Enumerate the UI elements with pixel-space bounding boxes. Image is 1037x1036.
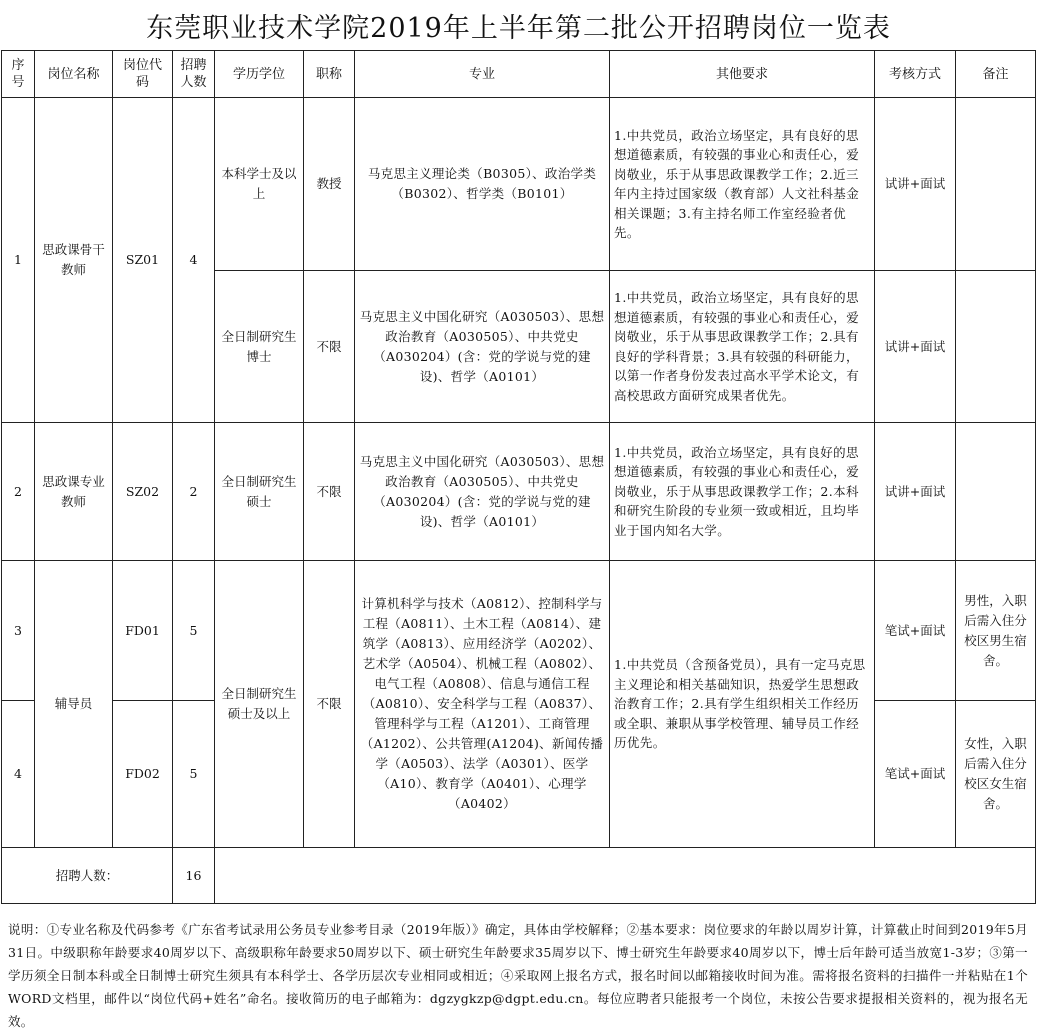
post-code-cell: SZ01: [113, 98, 173, 423]
count-cell: 5: [173, 561, 215, 701]
header-degree: 学历学位: [215, 51, 304, 98]
table-row: [2, 561, 1036, 701]
other-requirements-cell: 1.中共党员，政治立场坚定，具有良好的思想道德素质，有较强的事业心和责任心，爱岗敬业，乐于从事思政课教学工作；2.本科和研究生阶段的专业须一致或相近，且均毕业于国内知名大学。: [610, 423, 875, 561]
page-title: 东莞职业技术学院2019年上半年第二批公开招聘岗位一览表: [146, 13, 891, 44]
total-empty: [215, 848, 1036, 904]
seq-cell: 1: [2, 98, 35, 423]
post-name-cell: 思政课骨干教师: [35, 98, 113, 423]
other-requirements-cell: 1.中共党员，政治立场坚定，具有良好的思想道德素质，有较强的事业心和责任心，爱岗敬业，乐于从事思政课教学工作；2.具有良好的学科背景；3.具有较强的科研能力，以第一作者身份发表过高水平学术论文，有高校思政方面研究成果者优先。: [610, 271, 875, 423]
exam-cell: 试讲+面试: [875, 98, 956, 271]
exam-cell: 试讲+面试: [875, 271, 956, 423]
post-name-cell: 辅导员: [35, 561, 113, 848]
other-requirements-cell: 1.中共党员（含预备党员），具有一定马克思主义理论和相关基础知识，热爱学生思想政治教育工作；2.具有学生组织相关工作经历或全职、兼职从事学校管理、辅导员工作经历优先。: [610, 561, 875, 848]
degree-cell: 全日制研究生硕士及以上: [215, 561, 304, 848]
table-row: [2, 423, 1036, 561]
seq-cell: 3: [2, 561, 35, 701]
remark-cell: 女性，入职后需入住分校区女生宿舍。: [956, 701, 1036, 848]
header-post-name: 岗位名称: [35, 51, 113, 98]
post-code-cell: FD02: [113, 701, 173, 848]
exam-cell: 笔试+面试: [875, 701, 956, 848]
degree-cell: 全日制研究生硕士: [215, 423, 304, 561]
rank-cell: 不限: [304, 561, 355, 848]
major-cell: 马克思主义中国化研究（A030503）、思想政治教育（A030505）、中共党史（A030204）(含：党的学说与党的建设)、哲学（A0101）: [355, 423, 610, 561]
rank-cell: 不限: [304, 423, 355, 561]
post-name-cell: 思政课专业教师: [35, 423, 113, 561]
major-cell: 马克思主义中国化研究（A030503）、思想政治教育（A030505）、中共党史（A030204）(含：党的学说与党的建设)、哲学（A0101）: [355, 271, 610, 423]
header-row: [2, 51, 1036, 98]
header-major: 专业: [355, 51, 610, 98]
seq-cell: 2: [2, 423, 35, 561]
header-remark: 备注: [956, 51, 1036, 98]
header-other: 其他要求: [610, 51, 875, 98]
count-cell: 2: [173, 423, 215, 561]
count-cell: 4: [173, 98, 215, 423]
remark-cell: 男性，入职后需入住分校区男生宿舍。: [956, 561, 1036, 701]
remark-cell: [956, 423, 1036, 561]
remark-cell: [956, 98, 1036, 271]
other-requirements-cell: 1.中共党员，政治立场坚定，具有良好的思想道德素质，有较强的事业心和责任心，爱岗敬业，乐于从事思政课教学工作；2.近三年内主持过国家级（教育部）人文社科基金相关课题；3.有主持名师工作室经验者优先。: [610, 98, 875, 271]
header-rank: 职称: [304, 51, 355, 98]
post-code-cell: SZ02: [113, 423, 173, 561]
total-label: 招聘人数：: [2, 848, 173, 904]
degree-cell: 全日制研究生博士: [215, 271, 304, 423]
post-code-cell: FD01: [113, 561, 173, 701]
rank-cell: 不限: [304, 271, 355, 423]
exam-cell: 笔试+面试: [875, 561, 956, 701]
total-value: 16: [173, 848, 215, 904]
recruitment-table: [1, 50, 1036, 904]
count-cell: 5: [173, 701, 215, 848]
notes-paragraph: 说明：①专业名称及代码参考《广东省考试录用公务员专业参考目录（2019年版）》确定，具体由学校解释；②基本要求：岗位要求的年龄以周岁计算，计算截止时间到2019年5月31日。中级职称年龄要求40周岁以下、高级职称年龄要求50周岁以下、硕士研究生年龄要求35周岁以下、博士研究生年龄要求40周岁以下，博士后年龄可适当放宽1-3岁；③第一学历须全日制本科或全日制博士研究生须具有本科学士、各学历层次专业相同或相近；④采取网上报名方式，报名时间以邮箱接收时间为准。需将报名资料的扫描件一并粘贴在1个WORD文档里，邮件以“岗位代码+姓名”命名。接收简历的电子邮箱为：dgzygkzp@dgpt.edu.cn。每位应聘者只能报考一个岗位，未按公告要求提报相关资料的，视为报名无效。: [8, 922, 1028, 1029]
header-count: 招聘人数: [173, 51, 215, 98]
remark-cell: [956, 271, 1036, 423]
total-row: [2, 848, 1036, 904]
exam-cell: 试讲+面试: [875, 423, 956, 561]
header-post-code: 岗位代码: [113, 51, 173, 98]
table-row: [2, 98, 1036, 271]
rank-cell: 教授: [304, 98, 355, 271]
major-cell: 计算机科学与技术（A0812）、控制科学与工程（A0811）、土木工程（A0814）、建筑学（A0813）、应用经济学（A0202）、艺术学（A0504）、机械工程（A0802）、电气工程（A0808）、信息与通信工程（A0810）、安全科学与工程（A0837）、管理科学与工程（A1201）、工商管理（A1202）、公共管理(A1204)、新闻传播学（A0503）、法学（A0301）、医学（A10）、教育学（A0401）、心理学（A0402）: [355, 561, 610, 848]
major-cell: 马克思主义理论类（B0305）、政治学类（B0302）、哲学类（B0101）: [355, 98, 610, 271]
header-exam: 考核方式: [875, 51, 956, 98]
seq-cell: 4: [2, 701, 35, 848]
degree-cell: 本科学士及以上: [215, 98, 304, 271]
header-seq: 序号: [2, 51, 35, 98]
